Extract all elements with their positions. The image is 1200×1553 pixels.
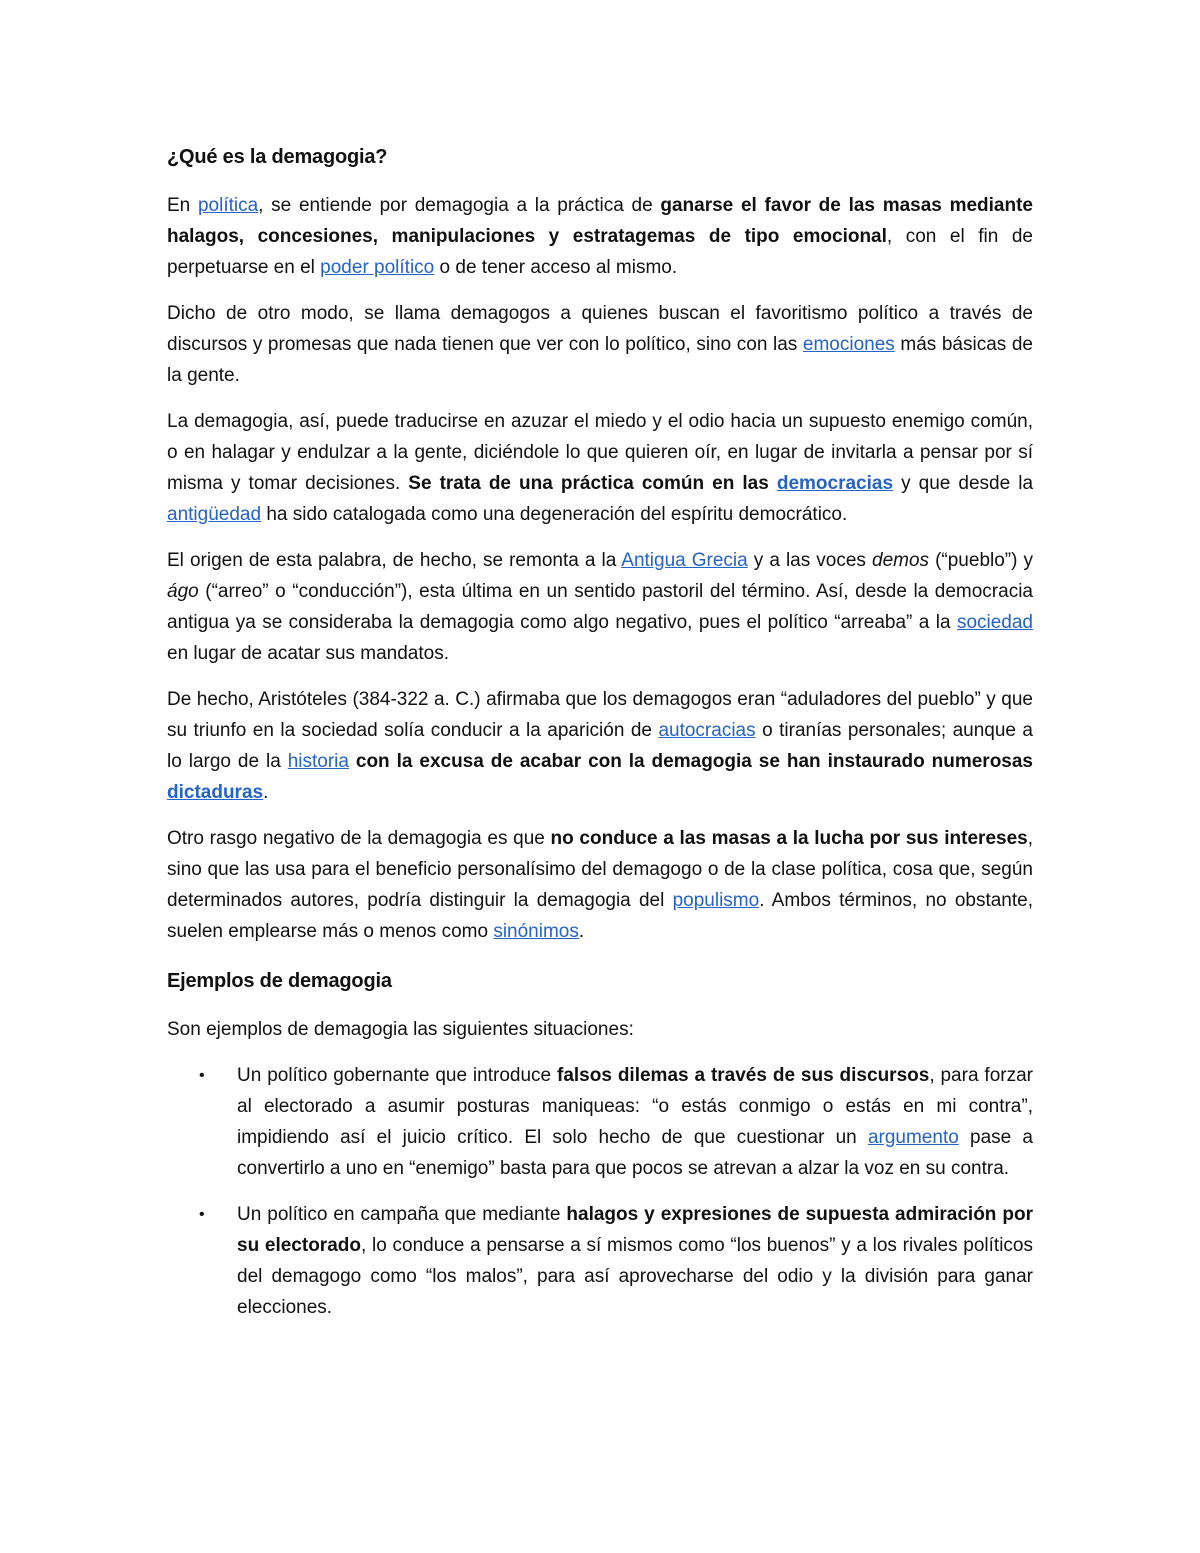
text: De hecho, Aristóteles (384-322 a. C.) afirmaba que los demagogos eran “aduladores del pueblo” y que su triunfo en la sociedad solía conducir a la aparición de — [167, 689, 1033, 741]
text: , con el fin de perpetuarse en el — [167, 226, 1033, 278]
bold-text: no conduce a las masas a la lucha por sus intereses — [550, 828, 1028, 849]
link-argumento[interactable]: argumento — [867, 1127, 959, 1148]
text: En — [167, 195, 198, 216]
italic-text: ágo — [167, 581, 199, 602]
link-democracias[interactable]: democracias — [776, 473, 894, 494]
text: pase a convertirlo a uno en “enemigo” basta para que pocos se atrevan a alzar la voz en su contra. — [237, 1127, 1033, 1179]
bold-text: halagos y expresiones de supuesta admiración por su electorado — [237, 1204, 1033, 1256]
italic-text: demos — [872, 550, 930, 571]
link-politica[interactable]: política — [197, 195, 259, 216]
bold-text — [408, 473, 893, 494]
link-autocracias[interactable]: autocracias — [658, 720, 756, 741]
text: La demagogia, así, puede traducirse en azuzar el miedo y el odio hacia un supuesto enemigo común, o en halagar y endulzar a la gente, diciéndole lo que quieren oír, en lugar de invitarla a pensar por sí misma y tomar decisiones. — [167, 411, 1033, 494]
text: ha sido catalogada como una degeneración del espíritu democrático. — [261, 504, 848, 525]
bold-text: falsos dilemas a través de sus discursos — [557, 1065, 930, 1086]
list-item — [199, 1199, 1033, 1323]
link-dictaduras[interactable]: dictaduras — [167, 782, 264, 803]
text: Dicho de otro modo, se llama demagogos a quienes buscan el favoritismo político a través de discursos y promesas que nada tienen que ver con lo político, sino con las — [167, 303, 1033, 355]
paragraph-rasgo-negativo — [167, 823, 1033, 947]
paragraph-examples-intro: Son ejemplos de demagogia las siguientes situaciones: — [167, 1019, 634, 1040]
bullet-icon: • — [199, 1067, 205, 1084]
text: Otro rasgo negativo de la demagogia es que — [167, 828, 551, 849]
text: Un político en campaña que mediante — [237, 1204, 567, 1225]
paragraph-definition — [167, 190, 1033, 283]
link-sinonimos[interactable]: sinónimos — [493, 921, 579, 942]
link-sociedad[interactable]: sociedad — [956, 612, 1033, 633]
text: (“arreo” o “conducción”), esta última en un sentido pastoril del término. Así, desde la democracia antigua ya se consideraba la demagogia como algo negativo, pues el político “arreaba” a la — [167, 581, 1033, 633]
link-poder-politico[interactable]: poder político — [320, 257, 435, 278]
examples-heading: Ejemplos de demagogia — [167, 970, 392, 992]
document-page — [167, 138, 1033, 1338]
text: o tiranías personales; aunque a lo largo de la — [167, 720, 1033, 772]
bullet-icon: • — [199, 1206, 205, 1223]
section-heading: ¿Qué es la demagogia? — [167, 146, 388, 168]
text: . — [578, 921, 585, 942]
list-item — [199, 1060, 1033, 1184]
link-antigua-grecia[interactable]: Antigua Grecia — [621, 550, 748, 571]
text: y que desde la — [893, 473, 1034, 494]
text: , se entiende por demagogia a la práctica de — [258, 195, 661, 216]
text: (“pueblo”) y — [929, 550, 1034, 571]
text: más básicas de la gente. — [167, 334, 1033, 386]
text: , lo conduce a pensarse a sí mismos como “los buenos” y a los rivales políticos del demagogo como “los malos”, para así aprovecharse del odio y la división para ganar elecciones. — [237, 1235, 1033, 1318]
bold-text: ganarse el favor de las masas mediante halagos, concesiones, manipulaciones y estratagemas de tipo emocional — [167, 195, 1033, 247]
text: y a las voces — [747, 550, 872, 571]
text: , sino que las usa para el beneficio personalísimo del demagogo o de la clase política, cosa que, según determinados autores, podría distinguir la demagogia del — [167, 828, 1033, 911]
text: El origen de esta palabra, de hecho, se remonta a la — [167, 550, 622, 571]
examples-list — [167, 1060, 1033, 1323]
text: . — [263, 782, 269, 803]
text: en lugar de acatar sus mandatos. — [167, 643, 450, 664]
paragraph-miedo-odio — [167, 406, 1033, 530]
link-populismo[interactable]: populismo — [672, 890, 760, 911]
paragraph-aristoteles — [167, 684, 1033, 808]
link-historia[interactable]: historia — [287, 751, 349, 772]
text: , para forzar al electorado a asumir posturas maniqueas: “o estás conmigo o estás en mi contra”, impidiendo así el juicio crítico. El solo hecho de que cuestionar un — [237, 1065, 1033, 1148]
bold-text-span: Se trata de una práctica común en las — [408, 473, 777, 494]
text: o de tener acceso al mismo. — [434, 257, 678, 278]
paragraph-otro-modo — [167, 298, 1033, 391]
paragraph-origen — [167, 545, 1033, 669]
link-antiguedad[interactable]: antigüedad — [167, 504, 262, 525]
text: . Ambos términos, no obstante, suelen emplearse más o menos como — [167, 890, 1034, 942]
bold-text-span: con la excusa de acabar con la demagogia se han instaurado numerosas — [348, 751, 1033, 772]
text: Un político gobernante que introduce — [237, 1065, 557, 1086]
link-emociones[interactable]: emociones — [802, 334, 895, 355]
